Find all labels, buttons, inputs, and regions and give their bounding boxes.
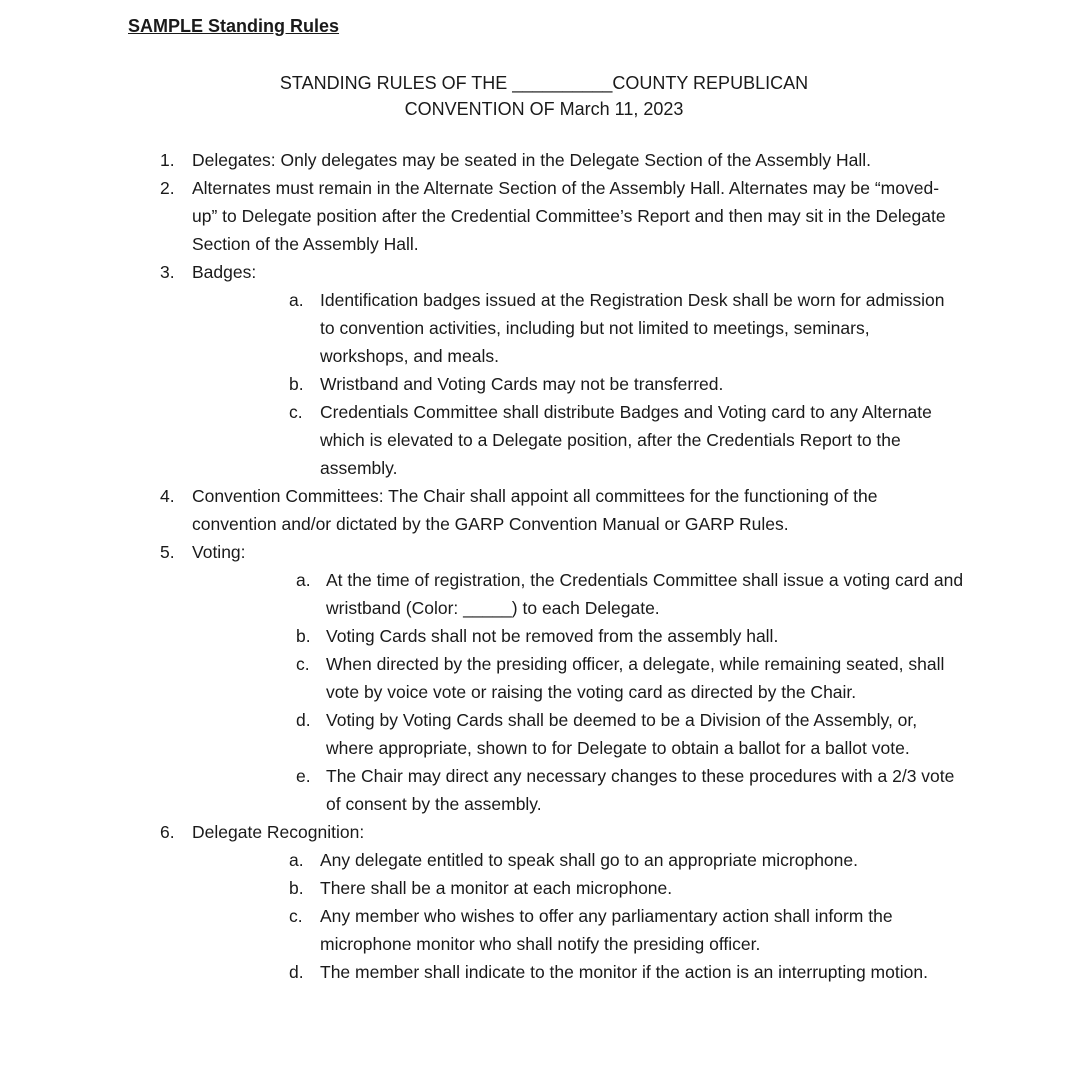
rule-item xyxy=(0,482,1088,538)
title-line-1: STANDING RULES OF THE __________COUNTY REPUBLICAN xyxy=(279,73,809,93)
rule-number: 2. xyxy=(160,178,175,198)
subrule-item xyxy=(0,398,1088,482)
rule-text: Convention Committees: The Chair shall appoint all committees for the functioning of the convention and/or dictated by the GARP Convention Manual or GARP Rules. xyxy=(192,486,878,534)
document-title xyxy=(0,70,1088,122)
rule-text: Voting: xyxy=(192,542,246,562)
subrule-item xyxy=(0,370,1088,398)
rule-text: Delegate Recognition: xyxy=(192,822,365,842)
subrule-item xyxy=(0,874,1088,902)
rule-item xyxy=(0,146,1088,174)
subrule-text: At the time of registration, the Credentials Committee shall issue a voting card and wristband (Color: _____) to each Delegate. xyxy=(326,570,964,618)
rule-number: 3. xyxy=(160,262,175,282)
subrule-text: There shall be a monitor at each microphone. xyxy=(320,878,673,898)
rule-item xyxy=(0,538,1088,566)
subrule-letter: c. xyxy=(296,654,310,674)
subrule-item xyxy=(0,958,1088,986)
rule-number: 1. xyxy=(160,150,175,170)
rule-item xyxy=(0,818,1088,846)
subrule-item xyxy=(0,762,1088,818)
subrule-text: Wristband and Voting Cards may not be transferred. xyxy=(320,374,724,394)
rule-item xyxy=(0,174,1088,258)
subrule-item xyxy=(0,846,1088,874)
rule-number: 6. xyxy=(160,822,175,842)
subrule-item xyxy=(0,566,1088,622)
subrule-item xyxy=(0,706,1088,762)
subrule-text: Credentials Committee shall distribute Badges and Voting card to any Alternate which is elevated to a Delegate position, after the Credentials Report to the assembly. xyxy=(320,402,932,478)
subrule-item xyxy=(0,650,1088,706)
subrule-text: Any member who wishes to offer any parliamentary action shall inform the microphone monitor who shall notify the presiding officer. xyxy=(320,906,893,954)
subrule-letter: c. xyxy=(289,402,303,422)
subrule-item xyxy=(0,622,1088,650)
rule-text: Delegates: Only delegates may be seated in the Delegate Section of the Assembly Hall. xyxy=(192,150,872,170)
subrule-letter: b. xyxy=(296,626,311,646)
rules-list xyxy=(0,146,1088,986)
subrule-letter: d. xyxy=(289,962,304,982)
subrule-letter: d. xyxy=(296,710,311,730)
subrule-text: Voting by Voting Cards shall be deemed to be a Division of the Assembly, or, where appropriate, shown to for Delegate to obtain a ballot for a ballot vote. xyxy=(326,710,918,758)
subrule-text: Identification badges issued at the Registration Desk shall be worn for admission to convention activities, including but not limited to meetings, seminars, workshops, and meals. xyxy=(320,290,945,366)
subrule-text: When directed by the presiding officer, a delegate, while remaining seated, shall vote by voice vote or raising the voting card as directed by the Chair. xyxy=(326,654,945,702)
subrule-letter: c. xyxy=(289,906,303,926)
rule-item xyxy=(0,258,1088,286)
subrule-item xyxy=(0,902,1088,958)
title-line-2: CONVENTION OF March 11, 2023 xyxy=(404,99,684,119)
subrule-text: Voting Cards shall not be removed from the assembly hall. xyxy=(326,626,779,646)
document-header-label: SAMPLE Standing Rules xyxy=(128,16,340,36)
rule-text: Badges: xyxy=(192,262,257,282)
subrule-letter: a. xyxy=(289,290,304,310)
subrule-text: Any delegate entitled to speak shall go to an appropriate microphone. xyxy=(320,850,858,870)
rule-text: Alternates must remain in the Alternate Section of the Assembly Hall. Alternates may be “moved-up” to Delegate position after the Credential Committee’s Report and then may sit in the Delegate Section of the Assembly Hall. xyxy=(192,178,946,254)
subrule-letter: a. xyxy=(296,570,311,590)
subrule-letter: b. xyxy=(289,374,304,394)
subrule-item xyxy=(0,286,1088,370)
subrule-letter: b. xyxy=(289,878,304,898)
subrule-letter: e. xyxy=(296,766,311,786)
rule-number: 4. xyxy=(160,486,175,506)
subrule-letter: a. xyxy=(289,850,304,870)
subrule-text: The member shall indicate to the monitor if the action is an interrupting motion. xyxy=(320,962,928,982)
rule-number: 5. xyxy=(160,542,175,562)
subrule-text: The Chair may direct any necessary changes to these procedures with a 2/3 vote of consent by the assembly. xyxy=(326,766,955,814)
